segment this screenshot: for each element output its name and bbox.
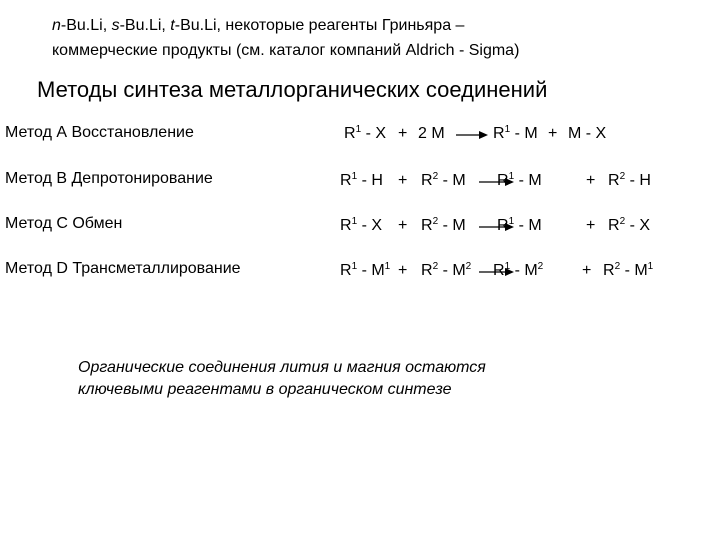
formula-part: - X [361, 125, 387, 142]
method-a-label: Метод А Восстановление [5, 124, 194, 141]
product-2 [568, 124, 606, 144]
product-2 [608, 171, 651, 191]
formula-part: R [493, 262, 505, 279]
formula-part: R [497, 217, 509, 234]
formula-part: 1 [351, 171, 358, 182]
formula-part: 1 [647, 261, 654, 272]
formula-part: R [421, 217, 433, 234]
plus-sign: + [548, 125, 558, 142]
formula-part: - M [438, 217, 466, 234]
product-1 [497, 171, 542, 191]
formula-part: R [344, 125, 356, 142]
formula-part: R [493, 125, 505, 142]
formula-part: 2 [432, 171, 439, 182]
intro-line-1 [52, 16, 464, 36]
intro-line-2: коммерческие продукты (см. каталог компаний Aldrich - Sigma) [52, 42, 520, 59]
plus-sign: + [398, 172, 408, 189]
formula-part: - M [438, 262, 466, 279]
intro-line-1-part: -Bu.Li, [60, 17, 112, 34]
method-d-label: Метод D Трансметаллирование [5, 260, 241, 277]
formula-part: R [608, 172, 620, 189]
formula-part: 2 [619, 216, 626, 227]
formula-part: - X [357, 217, 383, 234]
formula-part: 1 [504, 261, 511, 272]
conclusion-line-1: Органические соединения лития и магния остаются [78, 359, 486, 376]
formula-part: 2 [432, 216, 439, 227]
conclusion-line-2: ключевыми реагентами в органическом синтезе [78, 381, 452, 398]
formula-part: 2 [619, 171, 626, 182]
formula-part: R [497, 172, 509, 189]
formula-part: - M [514, 217, 542, 234]
formula-part: 1 [504, 124, 511, 135]
formula-part: 2 [614, 261, 621, 272]
reactant-2 [421, 216, 466, 236]
method-c-label: Метод C Обмен [5, 215, 123, 232]
reactant-2 [421, 171, 466, 191]
formula-part: R [340, 217, 352, 234]
formula-part: - X [625, 217, 651, 234]
plus-sign: + [582, 262, 592, 279]
plus-sign: + [586, 217, 596, 234]
formula-part: - M [357, 262, 385, 279]
formula-part: - H [357, 172, 383, 189]
formula-part: 1 [508, 216, 515, 227]
formula-part: 1 [384, 261, 391, 272]
plus-sign: + [398, 217, 408, 234]
page-title: Методы синтеза металлорганических соединений [37, 77, 548, 102]
product-1 [497, 216, 542, 236]
product-1 [493, 124, 538, 144]
product-2 [603, 261, 653, 281]
formula-part: - M [510, 262, 538, 279]
formula-part: 1 [508, 171, 515, 182]
formula-part: 2 [465, 261, 472, 272]
method-b-label: Метод B Депротонирование [5, 170, 213, 187]
plus-sign: + [398, 125, 408, 142]
formula-part: R [603, 262, 615, 279]
formula-part: M - X [568, 125, 607, 142]
formula-part: 2 M [418, 125, 445, 142]
formula-part: - H [625, 172, 651, 189]
formula-part: - M [620, 262, 648, 279]
reactant-1 [340, 261, 390, 281]
product-2 [608, 216, 650, 236]
formula-part: 1 [351, 261, 358, 272]
formula-part: R [421, 262, 433, 279]
formula-part: - M [438, 172, 466, 189]
plus-sign: + [398, 262, 408, 279]
product-1 [493, 261, 543, 281]
formula-part: R [340, 262, 352, 279]
reactant-1 [344, 124, 386, 144]
intro-line-1-part: s [111, 17, 120, 34]
intro-line-1-part: t [170, 17, 175, 34]
reactant-2 [421, 261, 471, 281]
formula-part: - M [514, 172, 542, 189]
formula-part: R [421, 172, 433, 189]
formula-part: R [608, 217, 620, 234]
formula-part: 2 [432, 261, 439, 272]
formula-part: - M [510, 125, 538, 142]
reactant-1 [340, 216, 382, 236]
intro-line-1-part: n [52, 17, 61, 34]
reactant-2 [418, 124, 445, 144]
formula-part: R [340, 172, 352, 189]
intro-line-1-part: -Bu.Li, некоторые реагенты Гриньяра – [174, 17, 465, 34]
reaction-arrow-icon [456, 129, 488, 141]
formula-part: 2 [537, 261, 544, 272]
plus-sign: + [586, 172, 596, 189]
intro-line-1-part: -Bu.Li, [119, 17, 171, 34]
formula-part: 1 [355, 124, 362, 135]
reactant-1 [340, 171, 383, 191]
formula-part: 1 [351, 216, 358, 227]
